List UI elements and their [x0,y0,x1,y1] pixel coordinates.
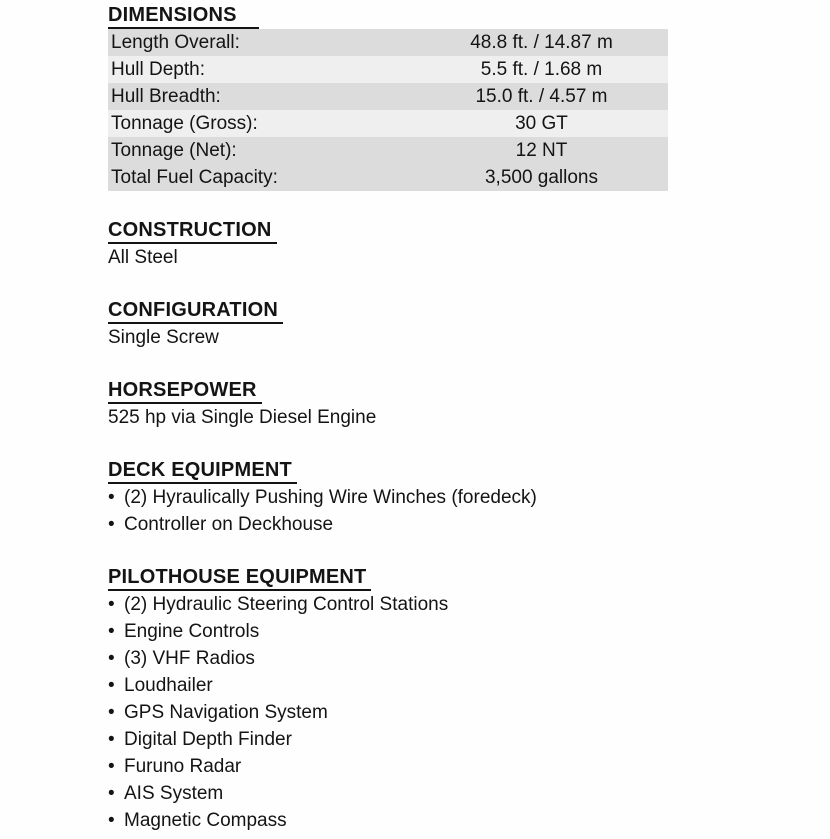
row-label: Tonnage (Gross): [111,112,258,134]
row-label: Tonnage (Net): [111,139,237,161]
bullet-icon: • [108,783,115,804]
list-item-text: Engine Controls [124,621,260,642]
row-value: 3,500 gallons [484,166,599,188]
list-item: Single Screw [108,327,219,348]
list-item [108,753,668,780]
section-heading-text: DECK EQUIPMENT [108,459,297,484]
section-heading [108,566,668,591]
section-pilothouse-equipment [108,566,668,834]
table-row [108,29,668,56]
section-heading [108,219,668,244]
bullet-icon: • [108,621,115,642]
list-item [108,511,668,538]
section-horsepower [108,379,668,431]
list-item-text: (2) Hydraulic Steering Control Stations [124,594,449,615]
bullet-icon: • [108,810,115,831]
bullet-icon: • [108,756,115,777]
row-label: Total Fuel Capacity: [111,166,278,188]
row-label: Hull Depth: [111,58,205,80]
list-item [108,618,668,645]
table-row [108,164,668,191]
list-item-text: Controller on Deckhouse [124,514,334,535]
list-item [108,672,668,699]
list-item: All Steel [108,247,178,268]
section-heading-text: CONFIGURATION [108,299,283,324]
section-heading [108,299,668,324]
row-label: Length Overall: [111,31,240,53]
dimensions-heading [108,4,668,29]
list-item-text: Furuno Radar [124,756,242,777]
spec-sheet-document [108,4,668,834]
section-heading-text: HORSEPOWER [108,379,262,404]
list-item-text: GPS Navigation System [124,702,328,723]
dimensions-table [108,29,668,191]
section-heading-text: CONSTRUCTION [108,219,277,244]
list-item-text: AIS System [124,783,224,804]
dimensions-heading-text: DIMENSIONS [108,4,259,29]
section-configuration [108,299,668,351]
list-item-text: Digital Depth Finder [124,729,292,750]
list-item-text: Magnetic Compass [124,810,287,831]
table-row [108,83,668,110]
section-heading [108,379,668,404]
row-value: 5.5 ft. / 1.68 m [480,58,603,80]
list-item [108,726,668,753]
list-item: 525 hp via Single Diesel Engine [108,407,377,428]
row-value: 48.8 ft. / 14.87 m [470,31,613,53]
row-value: 12 NT [515,139,568,161]
list-item [108,645,668,672]
bullet-icon: • [108,702,115,723]
section-heading [108,459,668,484]
list-item [108,699,668,726]
list-item [108,591,668,618]
row-value: 15.0 ft. / 4.57 m [475,85,608,107]
row-value: 30 GT [515,112,568,134]
table-row [108,137,668,164]
table-row [108,110,668,137]
section-construction [108,219,668,271]
row-label: Hull Breadth: [111,85,221,107]
list-item [108,807,668,834]
section-heading-text: PILOTHOUSE EQUIPMENT [108,566,371,591]
bullet-icon: • [108,729,115,750]
bullet-icon: • [108,648,115,669]
bullet-icon: • [108,487,115,508]
bullet-icon: • [108,675,115,696]
list-item [108,780,668,807]
section-deck-equipment [108,459,668,538]
list-item-text: (2) Hyraulically Pushing Wire Winches (foredeck) [124,487,537,508]
list-item-text: (3) VHF Radios [124,648,255,669]
bullet-icon: • [108,514,115,535]
bullet-icon: • [108,594,115,615]
list-item-text: Loudhailer [124,675,213,696]
list-item [108,484,668,511]
table-row [108,56,668,83]
